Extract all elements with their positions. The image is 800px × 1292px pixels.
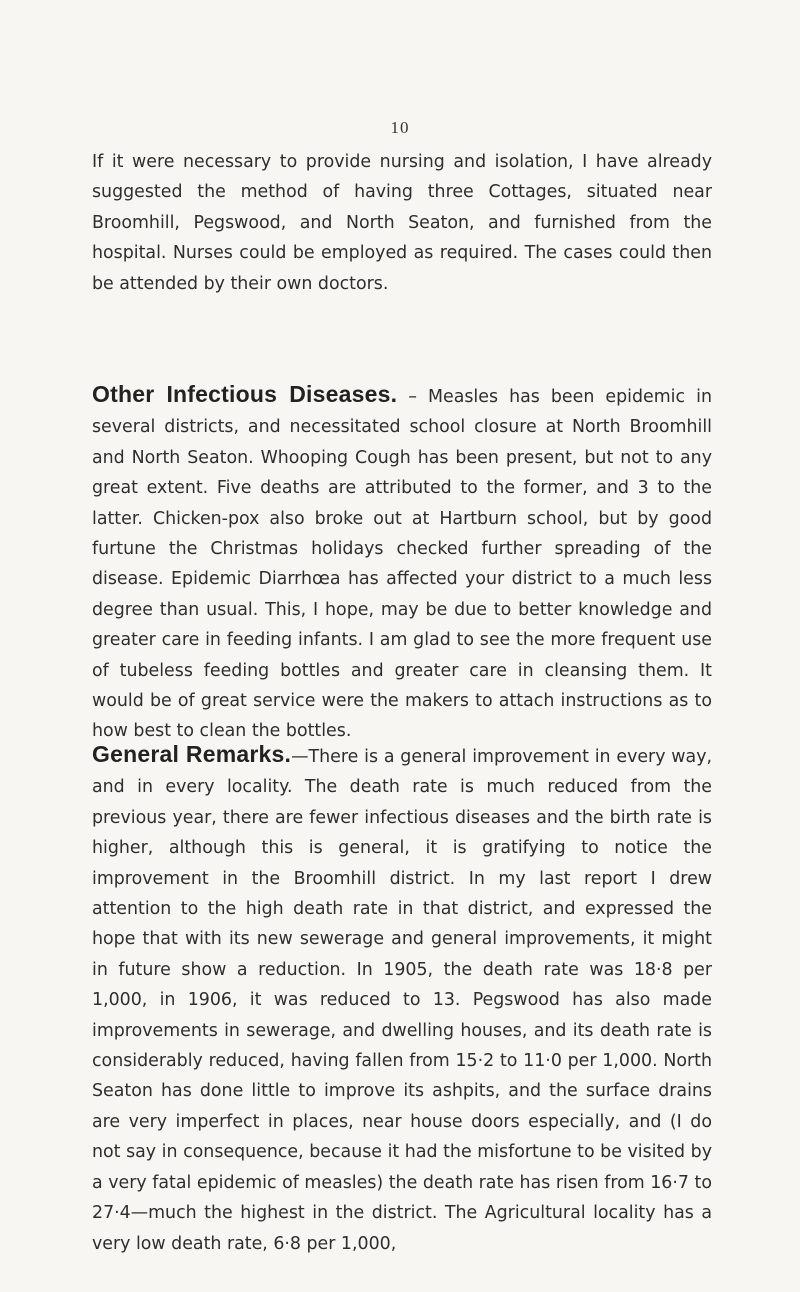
paragraph-nursing-isolation [92, 147, 712, 299]
section-heading-general-remarks: General Remarks. [92, 741, 292, 767]
paragraph-text: – Measles has been epidemic in several districts, and necessitated school closure at North Broomhill and North Seaton. Whooping Cough has been present, but not to any great extent. Five deaths are attributed to the former, and 3 to the latter. Chicken-pox also broke out at Hartburn school, but by good furtune the Christmas holidays checked further spreading of the disease. Epidemic Diarrhœa has affected your district to a much less degree than usual. This, I hope, may be due to better knowledge and greater care in feeding infants. I am glad to see the more frequent use of tubeless feeding bottles and greater care in cleansing them. It would be of great service were the makers to attach instructions as to how best to clean the bottles. [92, 387, 712, 742]
paragraph-general-remarks [92, 739, 712, 1259]
paragraph-text: If it were necessary to provide nursing and isolation, I have already suggested the method of having three Cottages, situated near Broomhill, Pegswood, and North Seaton, and furnished from the hospital. Nurses could be employed as required. The cases could then be attended by their own doctors. [92, 152, 712, 294]
paragraph-other-infectious-diseases [92, 379, 712, 747]
section-heading-infectious-diseases: Other Infectious Diseases. [92, 381, 398, 407]
page-number: 10 [390, 118, 410, 137]
paragraph-text: —There is a general improvement in every way, and in every locality. The death rate is much reduced from the previous year, there are fewer infectious diseases and the birth rate is higher, although this is general, it is gratifying to notice the improvement in the Broomhill district. In my last report I drew attention to the high death rate in that district, and expressed the hope that with its new sewerage and general improvements, it might in future show a reduction. In 1905, the death rate was 18·8 per 1,000, in 1906, it was reduced to 13. Pegswood has also made improvements in sewerage, and dwelling houses, and its death rate is considerably reduced, having fallen from 15·2 to 11·0 per 1,000. North Seaton has done little to improve its ashpits, and the surface drains are very imperfect in places, near house doors especially, and (I do not say in consequence, because it had the misfortune to be visited by a very fatal epidemic of measles) the death rate has risen from 16·7 to 27·4—much the highest in the district. The Agricultural locality has a very low death rate, 6·8 per 1,000, [92, 747, 713, 1254]
